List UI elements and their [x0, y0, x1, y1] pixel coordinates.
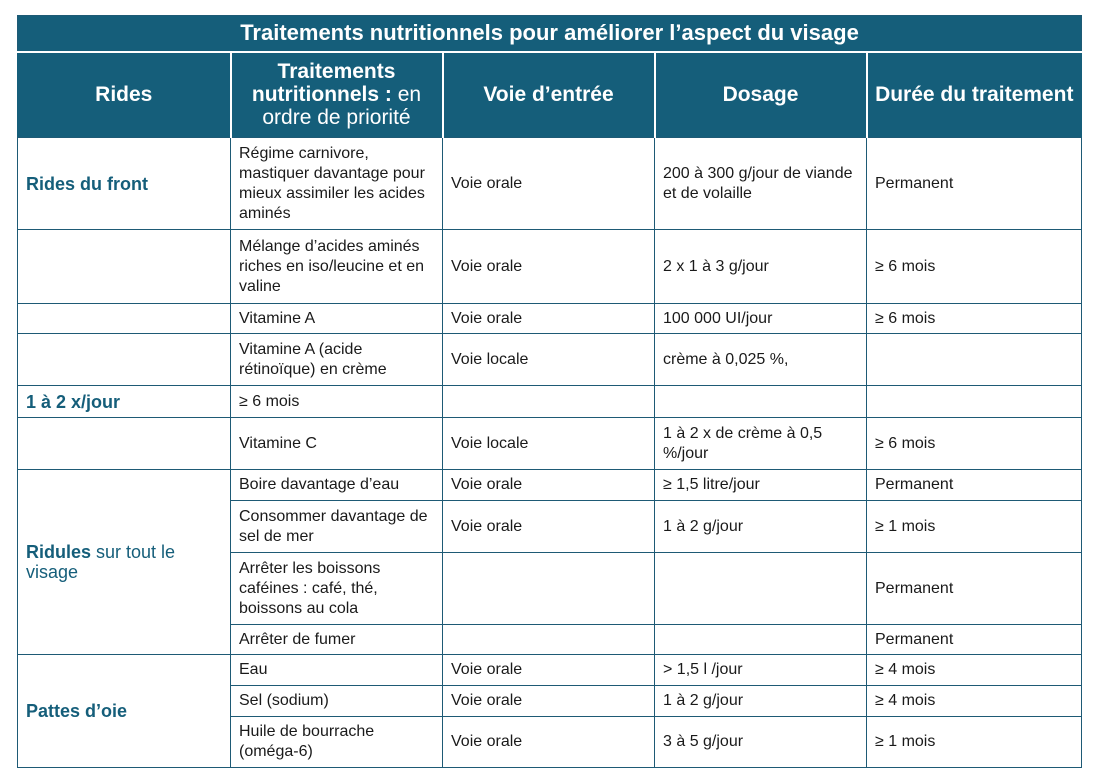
cell-dosage: 3 à 5 g/jour — [655, 717, 867, 768]
cell-duree: Permanent — [867, 625, 1082, 655]
cell-voie: Voie orale — [443, 655, 655, 686]
cell-treatment: Vitamine A (acide rétinoïque) en crème — [231, 334, 443, 386]
cell-voie: Voie locale — [443, 418, 655, 470]
cell-duree: ≥ 4 mois — [867, 686, 1082, 717]
group-pattes-d-oie: Pattes d’oie — [18, 655, 231, 768]
header-dosage: Dosage — [655, 52, 867, 138]
group-rides-du-front: Rides du front — [18, 138, 231, 230]
cell-treatment: Sel (sodium) — [231, 686, 443, 717]
cell-empty — [18, 334, 231, 386]
cell-voie: Voie orale — [443, 470, 655, 501]
cell-duree: Permanent — [867, 138, 1082, 230]
table-row — [18, 138, 1082, 230]
cell-dosage — [655, 625, 867, 655]
nutrition-table-container — [17, 15, 1081, 768]
cell-duree: Permanent — [867, 553, 1082, 625]
cell-treatment: Arrêter de fumer — [231, 625, 443, 655]
cell-treatment: Consommer davantage de sel de mer — [231, 501, 443, 553]
nutrition-table — [17, 15, 1082, 768]
cell-voie: Voie orale — [443, 138, 655, 230]
cell-empty — [18, 418, 231, 470]
table-row — [18, 470, 1082, 501]
table-row — [18, 386, 1082, 418]
table-row — [18, 418, 1082, 470]
table-row — [18, 334, 1082, 386]
cell-dosage: 1 à 2 x de crème à 0,5 %/jour — [655, 418, 867, 470]
cell-treatment: Boire davantage d’eau — [231, 470, 443, 501]
cell-voie: Voie orale — [443, 304, 655, 334]
table-title-row — [18, 16, 1082, 52]
cell-voie — [443, 553, 655, 625]
header-row — [18, 52, 1082, 138]
cell-dosage: crème à 0,025 %, — [655, 334, 867, 386]
cell-dosage: > 1,5 l /jour — [655, 655, 867, 686]
cell-treatment: Régime carnivore, mastiquer davantage pour mieux assimiler les acides aminés — [231, 138, 443, 230]
cell-duree: ≥ 6 mois — [867, 418, 1082, 470]
group-ridules-rest: sur tout le visage — [26, 542, 176, 582]
cell-treatment: Huile de bourrache (oméga-6) — [231, 717, 443, 768]
cell-duree: Permanent — [867, 470, 1082, 501]
cell-empty — [18, 304, 231, 334]
header-traitements-rest: en ordre de priorité — [262, 83, 422, 130]
header-duree: Durée du traitement — [867, 52, 1082, 138]
cell-dosage: 200 à 300 g/jour de viande et de volaille — [655, 138, 867, 230]
cell-voie: Voie orale — [443, 717, 655, 768]
cell-dosage — [655, 553, 867, 625]
cell-voie — [443, 625, 655, 655]
table-title: Traitements nutritionnels pour améliorer l’aspect du visage — [18, 16, 1082, 52]
cell-treatment: Eau — [231, 655, 443, 686]
group-1-a-2-x-jour: 1 à 2 x/jour — [18, 386, 231, 418]
cell-voie: Voie locale — [443, 334, 655, 386]
cell-treatment: Arrêter les boissons caféines : café, thé, boissons au cola — [231, 553, 443, 625]
cell-duree — [867, 386, 1082, 418]
cell-voie — [443, 386, 655, 418]
header-traitements — [231, 52, 443, 138]
cell-duree: ≥ 1 mois — [867, 717, 1082, 768]
cell-duree: ≥ 1 mois — [867, 501, 1082, 553]
cell-treatment: ≥ 6 mois — [231, 386, 443, 418]
group-ridules-bold: Ridules — [26, 542, 92, 562]
cell-dosage: 2 x 1 à 3 g/jour — [655, 230, 867, 304]
cell-duree: ≥ 6 mois — [867, 230, 1082, 304]
cell-dosage: 100 000 UI/jour — [655, 304, 867, 334]
cell-dosage: ≥ 1,5 litre/jour — [655, 470, 867, 501]
cell-duree: ≥ 6 mois — [867, 304, 1082, 334]
header-traitements-bold: Traitements nutritionnels : — [251, 60, 396, 107]
cell-dosage — [655, 386, 867, 418]
cell-dosage: 1 à 2 g/jour — [655, 686, 867, 717]
cell-voie: Voie orale — [443, 501, 655, 553]
header-rides: Rides — [18, 52, 231, 138]
header-voie: Voie d’entrée — [443, 52, 655, 138]
cell-voie: Voie orale — [443, 230, 655, 304]
cell-voie: Voie orale — [443, 686, 655, 717]
table-row — [18, 304, 1082, 334]
cell-dosage: 1 à 2 g/jour — [655, 501, 867, 553]
group-ridules — [18, 470, 231, 655]
cell-treatment: Mélange d’acides aminés riches en iso/leucine et en valine — [231, 230, 443, 304]
cell-duree: ≥ 4 mois — [867, 655, 1082, 686]
cell-duree — [867, 334, 1082, 386]
cell-empty — [18, 230, 231, 304]
table-row — [18, 655, 1082, 686]
cell-treatment: Vitamine A — [231, 304, 443, 334]
cell-treatment: Vitamine C — [231, 418, 443, 470]
table-row — [18, 230, 1082, 304]
